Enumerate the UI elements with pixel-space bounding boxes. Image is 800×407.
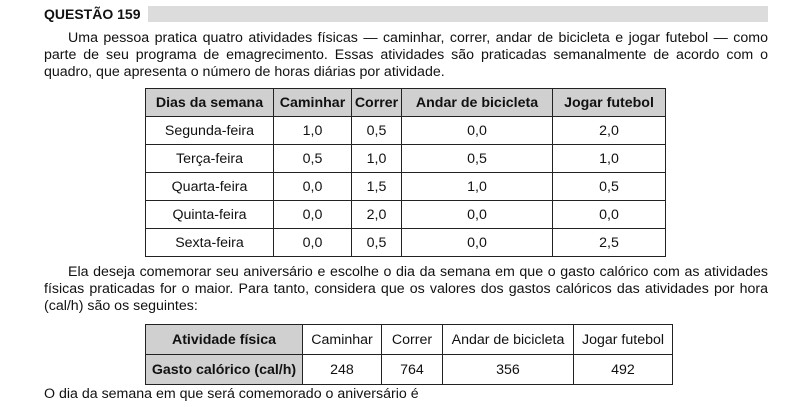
question-header-bar <box>44 6 768 22</box>
hours-cell: 0,0 <box>553 201 666 229</box>
calorie-cell: 356 <box>443 355 574 385</box>
hours-cell: 2,0 <box>553 117 666 145</box>
hours-cell: 0,5 <box>274 145 352 173</box>
calorie-cell: 764 <box>382 355 443 385</box>
calorie-header: Gasto calórico (cal/h) <box>146 355 303 385</box>
header-football: Jogar futebol <box>553 89 666 117</box>
table-row <box>146 201 666 229</box>
calorie-intro-paragraph: Ela deseja comemorar seu aniversário e escolhe o dia da semana em que o gasto calórico com as atividades físicas praticadas for o maior. Para tanto, considera que os valores dos gastos calóricos das atividades por hora (cal/h) são os seguintes: <box>44 264 768 314</box>
hours-cell: 0,0 <box>274 229 352 257</box>
hours-cell: 2,5 <box>553 229 666 257</box>
activity-cell: Caminhar <box>303 325 382 355</box>
header-bike: Andar de bicicleta <box>402 89 553 117</box>
hours-cell: 0,0 <box>274 173 352 201</box>
schedule-header-row <box>146 89 666 117</box>
activity-row <box>146 325 673 355</box>
calorie-cell: 248 <box>303 355 382 385</box>
table-row <box>146 117 666 145</box>
day-cell: Quarta-feira <box>146 173 274 201</box>
hours-cell: 0,5 <box>402 145 553 173</box>
hours-cell: 1,0 <box>274 117 352 145</box>
day-cell: Sexta-feira <box>146 229 274 257</box>
day-cell: Terça-feira <box>146 145 274 173</box>
hours-cell: 0,5 <box>352 117 402 145</box>
header-days: Dias da semana <box>146 89 274 117</box>
table-row <box>146 229 666 257</box>
activity-header: Atividade física <box>146 325 303 355</box>
header-run: Correr <box>352 89 402 117</box>
day-cell: Segunda-feira <box>146 117 274 145</box>
table-row <box>146 173 666 201</box>
day-cell: Quinta-feira <box>146 201 274 229</box>
intro-paragraph: Uma pessoa pratica quatro atividades físicas — caminhar, correr, andar de bicicleta e jogar futebol — como parte de seu programa de emagrecimento. Essas atividades são praticadas semanalmente de acordo com o quadro, que apresenta o número de horas diárias por atividade. <box>44 30 768 80</box>
hours-cell: 0,0 <box>274 201 352 229</box>
hours-cell: 0,5 <box>352 229 402 257</box>
table-row <box>146 145 666 173</box>
activity-cell: Jogar futebol <box>574 325 673 355</box>
hours-cell: 0,5 <box>553 173 666 201</box>
header-walk: Caminhar <box>274 89 352 117</box>
hours-cell: 0,0 <box>402 229 553 257</box>
question-number: QUESTÃO 159 <box>44 6 148 22</box>
hours-cell: 0,0 <box>402 201 553 229</box>
hours-cell: 1,0 <box>553 145 666 173</box>
hours-cell: 1,5 <box>352 173 402 201</box>
calorie-table <box>145 324 673 385</box>
hours-cell: 1,0 <box>352 145 402 173</box>
schedule-table <box>145 88 666 257</box>
activity-cell: Andar de bicicleta <box>443 325 574 355</box>
question-prompt: O dia da semana em que será comemorado o aniversário é <box>44 386 419 402</box>
hours-cell: 0,0 <box>402 117 553 145</box>
hours-cell: 2,0 <box>352 201 402 229</box>
hours-cell: 1,0 <box>402 173 553 201</box>
calorie-row <box>146 355 673 385</box>
calorie-cell: 492 <box>574 355 673 385</box>
activity-cell: Correr <box>382 325 443 355</box>
